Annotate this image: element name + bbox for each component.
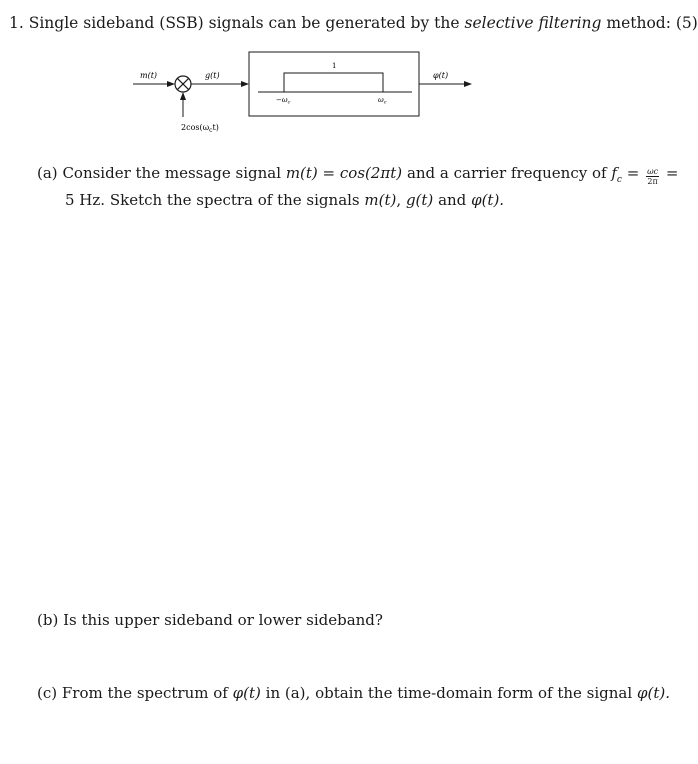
part-a-eq2: = — [665, 164, 679, 182]
part-c-sig-end: φ(t). — [636, 684, 670, 702]
part-a-expr: m(t) = cos(2πt) — [285, 164, 403, 182]
part-a: (a) Consider the message signal m(t) = cos(2πt) and a carrier frequency of $f_c$ = $\frac{\omega c}{2\pi}$ = 5 Hz. Sketch the spectra of the signals m(t), g(t) and φ(t). — [37, 164, 679, 209]
part-c-text1: From the spectrum of — [61, 684, 228, 702]
filter-gain-label: 1 — [332, 62, 337, 70]
carrier-label: $2\cos(\omega_ct)$ — [181, 123, 219, 134]
mixer-output-label: g(t) — [205, 71, 220, 80]
part-a-eq: = — [626, 164, 640, 182]
filter-passband — [284, 73, 383, 92]
question-text-post: method: — [606, 14, 671, 32]
part-a-fc: $f_c$ — [611, 164, 622, 185]
part-b — [37, 610, 383, 630]
part-a-sig2: g(t) — [405, 191, 434, 209]
part-c — [37, 683, 670, 703]
part-a-label: (a) — [37, 164, 58, 182]
question-number: 1. — [9, 14, 24, 32]
ssb-block-diagram — [0, 0, 669, 160]
input-label: m(t) — [140, 71, 158, 80]
filter-right-label: $\omega_c$ — [378, 96, 387, 106]
output-label: φ(t) — [433, 71, 449, 80]
part-c-text2: in (a), obtain the time-domain form of the signal — [265, 684, 633, 702]
part-b-text: Is this upper sideband or lower sideband? — [63, 611, 383, 629]
question-text-pre: Single sideband (SSB) signals can be generated by the — [28, 14, 460, 32]
mixer-icon — [175, 76, 191, 92]
part-a-sig1: m(t) — [364, 191, 397, 209]
filter-left-label: $-\omega_c$ — [276, 96, 291, 106]
part-a-and: and — [438, 191, 467, 209]
part-a-text1: Consider the message signal — [62, 164, 282, 182]
part-b-label: (b) — [37, 611, 59, 629]
part-a-fraction: $\frac{\omega c}{2\pi}$ — [647, 167, 659, 186]
part-a-text2: and a carrier frequency of — [406, 164, 607, 182]
part-a-sig3: φ(t). — [471, 191, 505, 209]
part-c-sig: φ(t) — [232, 684, 261, 702]
part-a-line2: 5 Hz. Sketch the spectra of the signals — [65, 191, 360, 209]
question-points: (5) — [675, 14, 698, 32]
question-text-emph: selective filtering — [464, 14, 602, 32]
part-c-label: (c) — [37, 684, 58, 702]
